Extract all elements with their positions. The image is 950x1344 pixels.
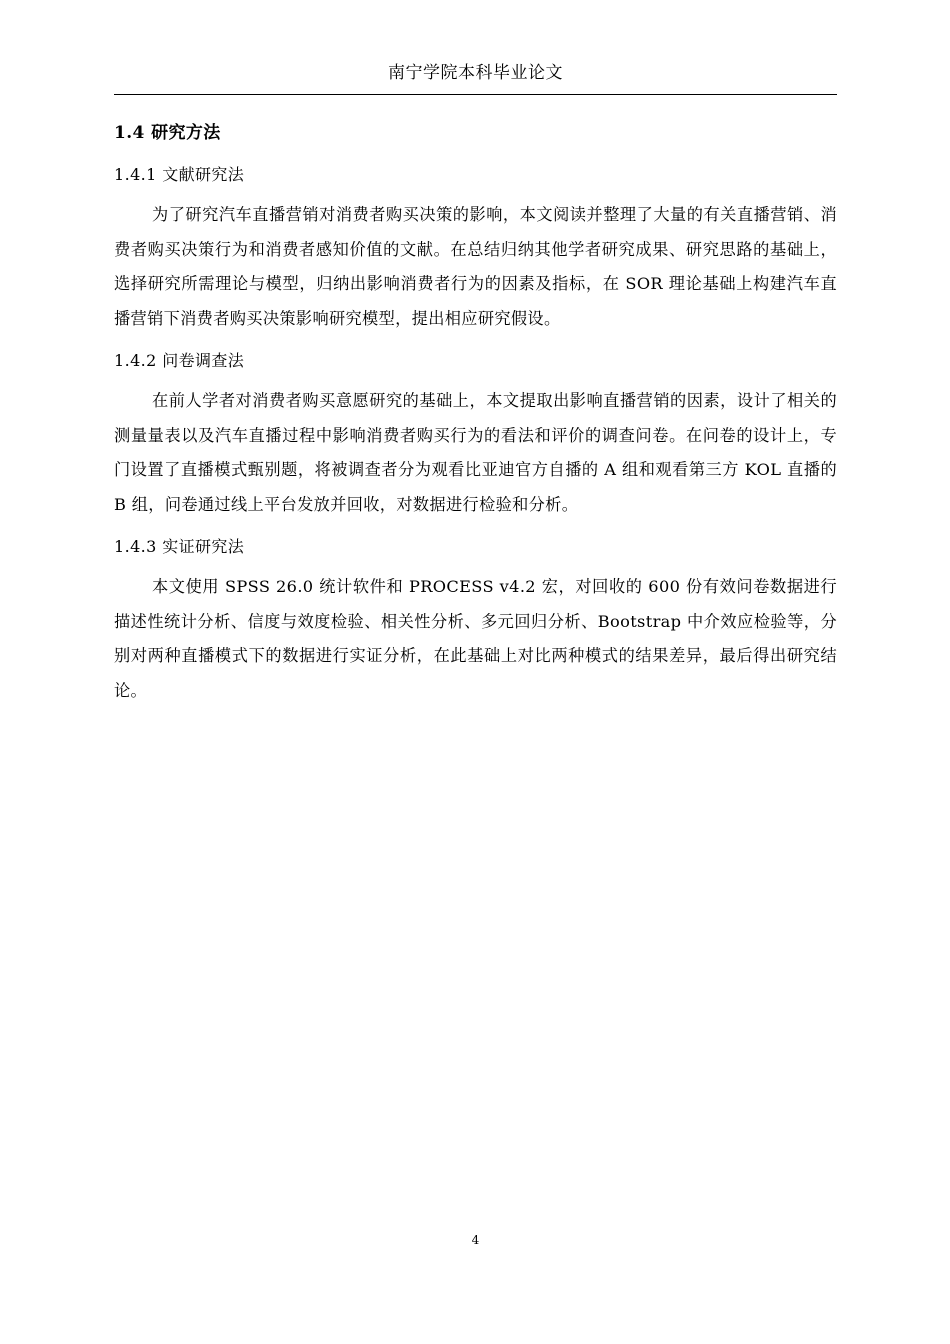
page-number: 4 — [471, 1233, 480, 1247]
paragraph-survey: 在前人学者对消费者购买意愿研究的基础上，本文提取出影响直播营销的因素，设计了相关的测量量表以及汽车直播过程中影响消费者购买行为的看法和评价的调查问卷。在问卷的设计上，专门设置了直播模式甄别题，将被调查者分为观看比亚迪官方自播的 A 组和观看第三方 KOL 直播的 B 组，问卷通过线上平台发放并回收，对数据进行检验和分析。 — [114, 391, 837, 514]
running-header: 南宁学院本科毕业论文 — [388, 63, 563, 83]
paragraph-literature: 为了研究汽车直播营销对消费者购买决策的影响，本文阅读并整理了大量的有关直播营销、消费者购买决策行为和消费者感知价值的文献。在总结归纳其他学者研究成果、研究思路的基础上，选择研究所需理论与模型，归纳出影响消费者行为的因素及指标，在 SOR 理论基础上构建汽车直播营销下消费者购买决策影响研究模型，提出相应研究假设。 — [114, 205, 837, 328]
paragraph-empirical: 本文使用 SPSS 26.0 统计软件和 PROCESS v4.2 宏，对回收的 600 份有效问卷数据进行描述性统计分析、信度与效度检验、相关性分析、多元回归分析、Bootstrap 中介效应检验等，分别对两种直播模式下的数据进行实证分析，在此基础上对比两种模式的结果差异，最后得出研究结论。 — [114, 577, 837, 700]
header-divider — [114, 94, 837, 95]
subsection-title-survey: 1.4.2 问卷调查法 — [114, 351, 245, 370]
subsection-title-literature: 1.4.1 文献研究法 — [114, 165, 245, 184]
page-content — [114, 116, 837, 708]
subsection-title-empirical: 1.4.3 实证研究法 — [114, 537, 245, 556]
section-title: 1.4 研究方法 — [114, 123, 221, 143]
